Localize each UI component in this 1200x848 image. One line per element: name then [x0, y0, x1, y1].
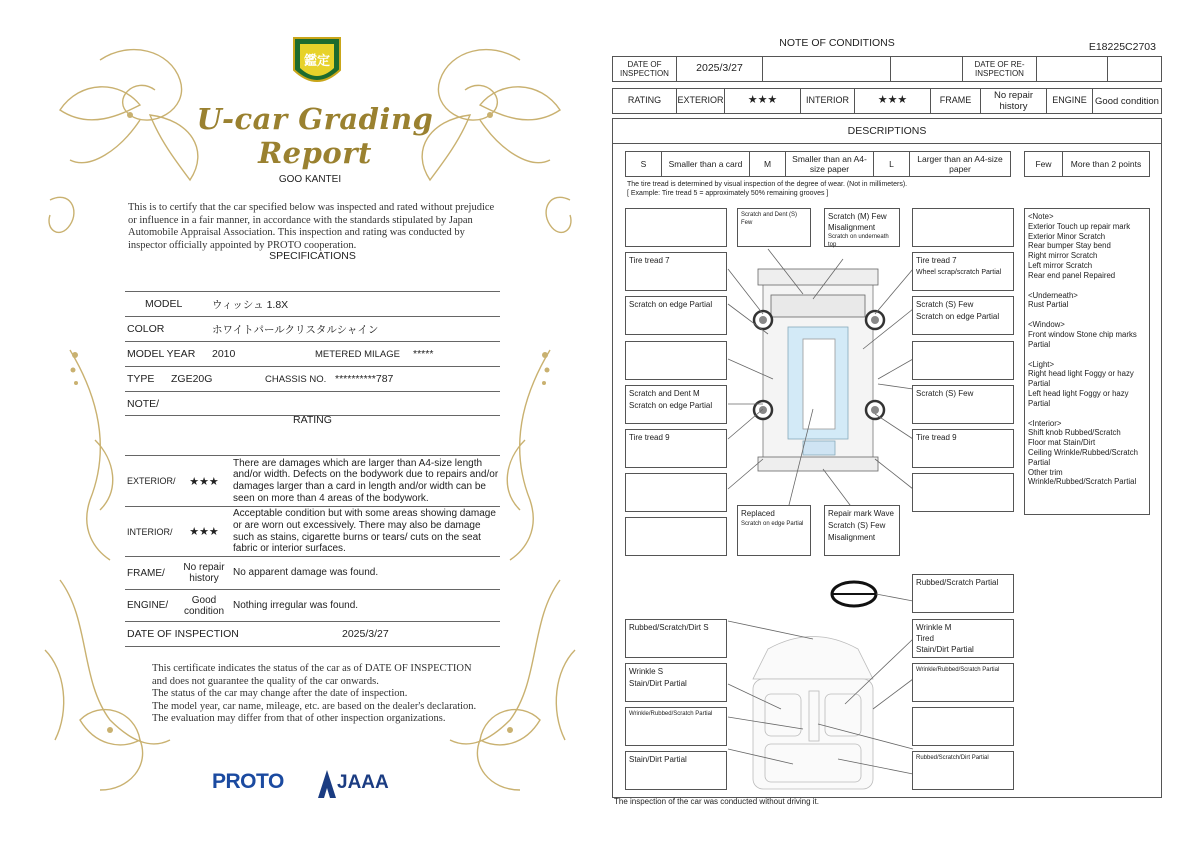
- exterior-note: Scratch on edge Partial: [916, 312, 1000, 321]
- note-heading: <Light>: [1028, 359, 1055, 369]
- descriptions-panel: [612, 118, 1162, 798]
- exterior-box: [625, 252, 727, 291]
- engine-label: ENGINE: [1047, 89, 1093, 113]
- inspection-date-label: DATE OF INSPECTION: [127, 628, 239, 640]
- spec-color-label: COLOR: [127, 323, 165, 335]
- engine-value: Good condition: [1095, 95, 1159, 107]
- note-item: Right head light Foggy or hazy Partial: [1028, 369, 1134, 389]
- sheet-title: NOTE OF CONDITIONS: [779, 37, 895, 49]
- exterior-note: Scratch on edge Partial: [629, 300, 713, 309]
- rating-row-engine: [125, 589, 500, 621]
- date-blank: [891, 57, 963, 81]
- reinspection-value: [1037, 57, 1108, 81]
- spec-type-value: ZGE20G: [171, 373, 213, 385]
- exterior-note: Scratch (S) Few: [916, 300, 974, 309]
- legend-l: L: [874, 152, 910, 176]
- exterior-note: Scratch and Dent (S) Few: [741, 212, 798, 226]
- note-item: Left mirror Scratch: [1028, 260, 1093, 270]
- interior-note: Stain/Dirt Partial: [629, 755, 687, 764]
- note-item: Floor mat Stain/Dirt: [1028, 438, 1096, 448]
- note-item: Rear bumper Stay bend: [1028, 241, 1111, 251]
- exterior-box: [912, 296, 1014, 335]
- rating-exterior-label: EXTERIOR/: [127, 476, 176, 486]
- exterior-note: Scratch (S) Few: [828, 521, 886, 530]
- rating-interior-label: INTERIOR/: [127, 526, 173, 537]
- exterior-note: Misalignment: [828, 223, 876, 232]
- grading-certificate: [40, 20, 580, 820]
- rating-engine-desc: Nothing irregular was found.: [233, 599, 359, 611]
- rating-frame-label: FRAME/: [127, 567, 165, 579]
- rating-row-exterior: [125, 455, 500, 506]
- descriptions-heading: DESCRIPTIONS: [613, 119, 1161, 144]
- legend-m: M: [750, 152, 786, 176]
- exterior-label: EXTERIOR: [677, 89, 725, 113]
- interior-box: [625, 751, 727, 790]
- rating-row-interior: [125, 506, 500, 556]
- exterior-box: [625, 429, 727, 468]
- interior-box: [912, 751, 1014, 790]
- rating-interior-desc: Acceptable condition but with some areas showing damage or are worn out excessively. There may also be damage such as stains, cigarette burns or tears/ cuts on the seat fabric or interior surfaces.: [233, 508, 496, 555]
- footer-line: The status of the car may change after the date of inspection.: [152, 688, 408, 700]
- tire-note-line: The tire tread is determined by visual inspection of the degree of wear. (Not in millimeters).: [627, 181, 908, 188]
- rating-row: [612, 88, 1162, 114]
- specifications-table: [125, 291, 500, 416]
- exterior-box: [737, 505, 811, 556]
- spec-row-note: [125, 391, 500, 416]
- interior-note: Wrinkle M: [916, 623, 952, 632]
- date-label: DATE OF INSPECTION: [613, 57, 677, 81]
- exterior-box: [625, 517, 727, 556]
- rating-label: RATING: [613, 89, 677, 113]
- footer-logos: [212, 770, 412, 800]
- rating-table: [125, 455, 500, 647]
- interior-note: Stain/Dirt Partial: [916, 645, 974, 654]
- condition-notes: [1024, 208, 1150, 515]
- badge-label: 鑑定: [303, 54, 330, 69]
- note-item: Shift knob Rubbed/Scratch: [1028, 428, 1121, 438]
- size-legend: [625, 151, 1011, 177]
- exterior-box: [625, 208, 727, 247]
- interior-note: Wrinkle/Rubbed/Scratch Partial: [629, 711, 713, 717]
- sheet-id: E18225C2703: [1088, 41, 1156, 53]
- interior-box: [912, 707, 1014, 746]
- exterior-note: Replaced: [741, 509, 775, 518]
- interior-label: INTERIOR: [801, 89, 855, 113]
- note-item: Other trim Wrinkle/Rubbed/Scratch Partial: [1028, 467, 1137, 487]
- note-item: Front window Stone chip marks Partial: [1028, 329, 1137, 349]
- jaaa-logo: JAAA: [337, 772, 389, 793]
- frame-label: FRAME: [931, 89, 981, 113]
- interior-note: Stain/Dirt Partial: [629, 679, 687, 688]
- note-heading: <Underneath>: [1028, 290, 1078, 300]
- exterior-box: [625, 341, 727, 380]
- interior-note: Rubbed/Scratch/Dirt S: [629, 623, 709, 632]
- exterior-note: Repair mark Wave: [828, 509, 894, 518]
- note-item: Exterior Touch up repair mark: [1028, 221, 1131, 231]
- interior-box: [625, 707, 727, 746]
- certificate-footer: [152, 663, 482, 726]
- spec-model-label: MODEL: [145, 298, 183, 310]
- few-legend: [1024, 151, 1150, 177]
- exterior-note: Tire tread 7: [629, 256, 670, 265]
- spec-note-label: NOTE/: [127, 397, 160, 410]
- spec-year-value: 2010: [212, 348, 236, 360]
- specifications-heading: SPECIFICATIONS: [269, 250, 356, 262]
- exterior-box: [912, 341, 1014, 380]
- exterior-note: Tire tread 7: [916, 256, 957, 265]
- exterior-box: [912, 252, 1014, 291]
- reinspection-label: DATE OF RE-INSPECTION: [963, 57, 1037, 81]
- interior-box: [912, 663, 1014, 702]
- note-item: Rear end panel Repaired: [1028, 270, 1116, 280]
- spec-row-model: [125, 291, 500, 316]
- exterior-note: Scratch on underneath top: [828, 234, 889, 248]
- exterior-box: [625, 385, 727, 424]
- date-row: [612, 56, 1162, 82]
- rating-exterior-stars: ★★★: [189, 475, 219, 488]
- tire-tread-note: [627, 180, 1027, 198]
- interior-box: [625, 619, 727, 658]
- note-item: Rust Partial: [1028, 300, 1069, 310]
- rating-row-date: [125, 621, 500, 647]
- interior-box: [912, 619, 1014, 658]
- tire-note-line: [ Example: Tire tread 5 = approximately 50% remaining grooves ]: [627, 190, 829, 197]
- note-item: Exterior Minor Scratch: [1028, 231, 1106, 241]
- exterior-box: [912, 429, 1014, 468]
- spec-model-value: ウィッシュ 1.8X: [212, 298, 289, 311]
- spec-row-type: [125, 366, 500, 391]
- footer-line: The model year, car name, mileage, etc. are based on the dealer's declaration.: [152, 700, 477, 712]
- certificate-title: U-car Grading Report: [196, 102, 434, 170]
- exterior-stars: ★★★: [725, 89, 801, 113]
- exterior-box: [625, 473, 727, 512]
- exterior-note: Scratch (M) Few: [828, 212, 887, 221]
- spec-chassis-value: **********787: [335, 373, 394, 385]
- exterior-note: Tire tread 9: [629, 433, 670, 442]
- legend-s-desc: Smaller than a card: [662, 152, 750, 176]
- note-item: Ceiling Wrinkle/Rubbed/Scratch Partial: [1028, 447, 1138, 467]
- legend-few: Few: [1025, 152, 1063, 176]
- interior-box: [912, 574, 1014, 613]
- date-value: 2025/3/27: [677, 57, 763, 81]
- exterior-box: [824, 505, 900, 556]
- rating-interior-stars: ★★★: [189, 526, 219, 538]
- rating-engine-label: ENGINE/: [127, 600, 169, 611]
- exterior-box: [625, 296, 727, 335]
- exterior-box: [912, 385, 1014, 424]
- certificate-intro: This is to certify that the car specified below was inspected and rated without prejudice or influence in a fair manner, in accordance with the standards stipulated by Japan Automobile Appraisal Association. This inspection and rating was conducted by inspector officially appointed by PROTO cooperation.: [128, 202, 495, 251]
- legend-few-desc: More than 2 points: [1070, 159, 1142, 169]
- exterior-note: Scratch and Dent M: [629, 389, 700, 398]
- inspection-date-value: 2025/3/27: [342, 628, 389, 640]
- interior-note: Tired: [916, 634, 934, 643]
- note-item: Left head light Foggy or hazy Partial: [1028, 388, 1129, 408]
- date-blank: [763, 57, 891, 81]
- spec-mileage-label: METERED MILAGE: [315, 348, 400, 360]
- frame-value: No repair history: [981, 89, 1047, 113]
- exterior-note: Tire tread 9: [916, 433, 957, 442]
- note-item: Right mirror Scratch: [1028, 251, 1098, 261]
- footer-line: The evaluation may differ from that of other inspection organizations.: [152, 713, 446, 725]
- exterior-note: Misalignment: [828, 533, 876, 542]
- spec-type-label: TYPE: [127, 373, 155, 385]
- exterior-note: Scratch on edge Partial: [629, 401, 713, 410]
- exterior-box: [824, 208, 900, 247]
- note-of-conditions-sheet: [612, 30, 1164, 810]
- exterior-note: Scratch (S) Few: [916, 389, 974, 398]
- exterior-note: Scratch on edge Partial: [741, 521, 804, 527]
- rating-frame-desc: No apparent damage was found.: [233, 567, 379, 579]
- note-heading: <Window>: [1028, 320, 1065, 330]
- spec-row-year: [125, 341, 500, 366]
- spec-chassis-label: CHASSIS NO.: [265, 373, 327, 385]
- sheet-footer: The inspection of the car was conducted without driving it.: [614, 797, 819, 806]
- exterior-box: [912, 208, 1014, 247]
- interior-stars: ★★★: [855, 89, 931, 113]
- exterior-box: [912, 473, 1014, 512]
- exterior-box: [737, 208, 811, 247]
- spec-row-color: [125, 316, 500, 341]
- exterior-note: Wheel scrap/scratch Partial: [916, 269, 1002, 276]
- spec-color-value: ホワイトパールクリスタルシャイン: [212, 323, 379, 336]
- certificate-subtitle: GOO KANTEI: [278, 174, 342, 185]
- spec-year-label: MODEL YEAR: [127, 348, 196, 360]
- reinspection-blank: [1108, 57, 1161, 81]
- interior-box: [625, 663, 727, 702]
- rating-exterior-desc: There are damages which are larger than A4-size length and/or width. Defects on the bodywork due to repairs and/or damages larger than a card in length and/or width can be seen on more than 4 areas of the bodywork.: [233, 457, 499, 504]
- interior-note: Rubbed/Scratch/Dirt Partial: [916, 755, 989, 761]
- footer-line: This certificate indicates the status of the car as of DATE OF INSPECTION and does not guarantee the quality of the car onwards.: [152, 663, 472, 687]
- proto-logo: PROTO: [212, 770, 284, 793]
- spec-mileage-value: *****: [413, 348, 434, 360]
- rating-row-frame: [125, 556, 500, 589]
- rating-frame-value: No repair history: [183, 562, 225, 584]
- rating-engine-value: Good condition: [183, 594, 225, 617]
- note-heading: <Interior>: [1028, 418, 1062, 428]
- note-heading: <Note>: [1028, 212, 1054, 221]
- legend-m-desc: Smaller than an A4-size paper: [786, 152, 874, 176]
- jaaa-logo-icon: [318, 770, 336, 798]
- legend-s: S: [626, 152, 662, 176]
- legend-l-desc: Larger than an A4-size paper: [917, 154, 1003, 174]
- interior-note: Wrinkle S: [629, 667, 664, 676]
- rating-heading: RATING: [293, 414, 332, 426]
- interior-note: Wrinkle/Rubbed/Scratch Partial: [916, 667, 1000, 673]
- interior-note: Rubbed/Scratch Partial: [916, 578, 999, 587]
